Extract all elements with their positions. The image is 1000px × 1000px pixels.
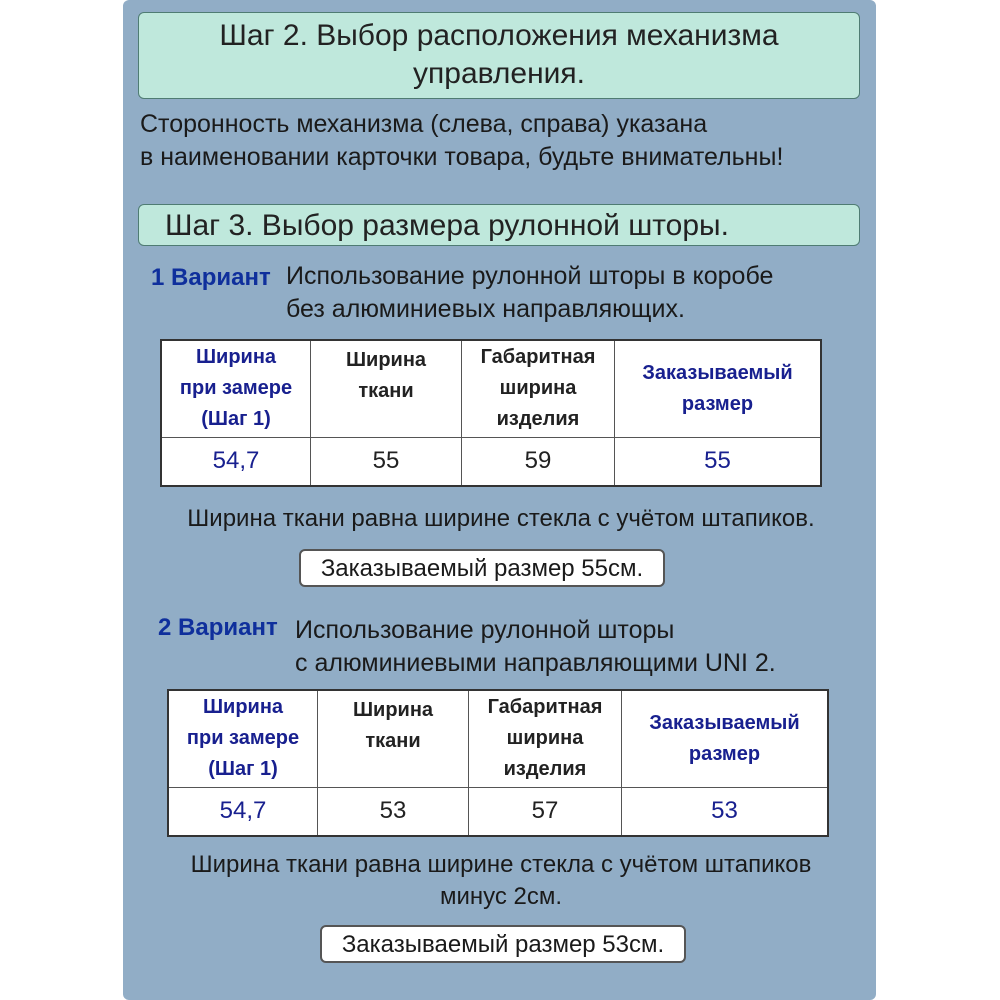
variant1-result: Заказываемый размер 55см.	[299, 549, 665, 587]
step2-title-line2: управления.	[413, 57, 585, 90]
variant2-caption-line1: Ширина ткани равна ширине стекла с учётом штапиков	[190, 851, 812, 878]
value-fabric-width: 53	[318, 787, 469, 836]
value-fabric-width: 55	[311, 437, 462, 486]
table-row	[168, 787, 828, 836]
value-measured-width: 54,7	[161, 437, 311, 486]
table-header-row	[161, 340, 821, 437]
step3-heading	[138, 204, 860, 246]
variant2-size-table	[167, 689, 829, 837]
variant1-label: 1 Вариант	[151, 264, 271, 291]
variant2-description	[295, 614, 776, 680]
variant2-desc-line1: Использование рулонной шторы	[295, 616, 675, 644]
value-measured-width: 54,7	[168, 787, 318, 836]
step2-note	[140, 108, 860, 174]
value-ordered-size: 53	[622, 787, 829, 836]
header-fabric-width: Ширина ткани	[311, 340, 462, 437]
header-ordered-size: Заказываемый размер	[615, 340, 822, 437]
step2-note-line1: Сторонность механизма (слева, справа) указана	[140, 110, 708, 138]
variant1-size-table	[160, 339, 822, 487]
variant2-desc-line2: с алюминиевыми направляющими UNI 2.	[295, 649, 776, 677]
value-overall-width: 59	[462, 437, 615, 486]
header-fabric-width: Ширина ткани	[318, 690, 469, 787]
header-measured-width: Ширина при замере (Шаг 1)	[168, 690, 318, 787]
value-ordered-size: 55	[615, 437, 822, 486]
variant1-desc-line2: без алюминиевых направляющих.	[286, 295, 685, 323]
header-overall-width: Габаритная ширина изделия	[462, 340, 615, 437]
step2-title-line1: Шаг 2. Выбор расположения механизма	[219, 19, 779, 52]
variant2-result: Заказываемый размер 53см.	[320, 925, 686, 963]
step2-note-line2: в наименовании карточки товара, будьте внимательны!	[140, 143, 784, 171]
variant2-label: 2 Вариант	[158, 614, 278, 641]
variant1-desc-line1: Использование рулонной шторы в коробе	[286, 262, 774, 290]
variant2-caption	[140, 849, 862, 913]
step2-heading	[138, 12, 860, 99]
header-measured-width: Ширина при замере (Шаг 1)	[161, 340, 311, 437]
variant1-caption-line1: Ширина ткани равна ширине стекла с учётом штапиков.	[187, 505, 815, 532]
value-overall-width: 57	[469, 787, 622, 836]
table-header-row	[168, 690, 828, 787]
table-row	[161, 437, 821, 486]
header-ordered-size: Заказываемый размер	[622, 690, 829, 787]
variant1-description	[286, 260, 773, 326]
header-overall-width: Габаритная ширина изделия	[469, 690, 622, 787]
variant1-caption	[140, 503, 862, 535]
variant2-caption-line2: минус 2см.	[439, 883, 563, 910]
step3-title: Шаг 3. Выбор размера рулонной шторы.	[165, 209, 729, 242]
